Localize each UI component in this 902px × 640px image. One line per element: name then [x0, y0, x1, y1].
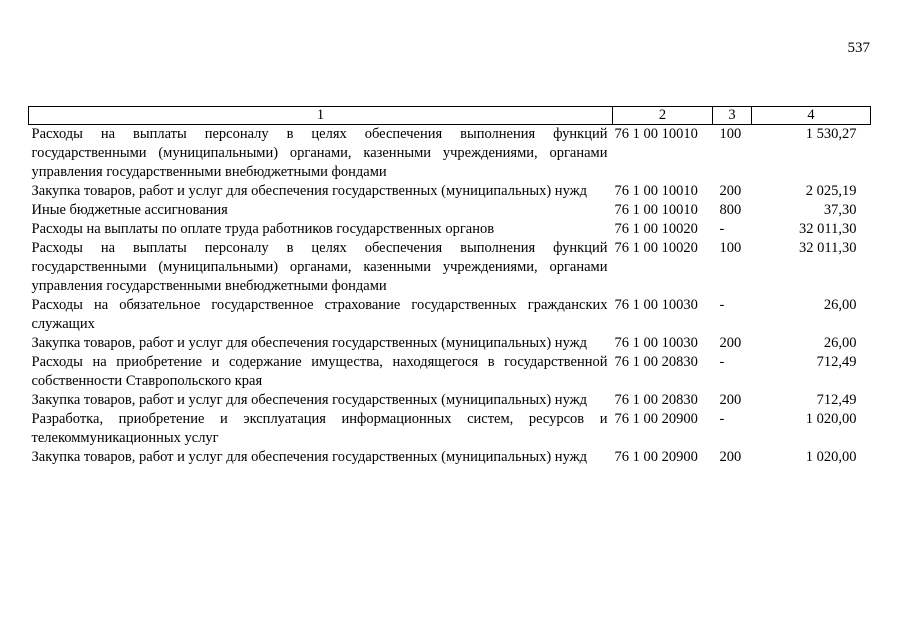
row-code: 76 1 00 10030 [614, 335, 698, 351]
row-amount: 37,30 [823, 202, 857, 218]
row-amount: 2 025,19 [805, 183, 857, 199]
row-type: 100 [719, 240, 742, 256]
row-amount: 712,49 [816, 392, 857, 408]
table-row [29, 334, 871, 353]
row-type: 200 [719, 392, 742, 408]
row-type: 800 [719, 202, 742, 218]
row-name: Расходы на выплаты персоналу в целях обеспечения выполнения функций государственными (муниципальными) органами, казенными учреждениями, органами управления государственными внебюджетными фондами [31, 126, 608, 180]
row-type: 100 [719, 126, 742, 142]
table-row [29, 353, 871, 391]
budget-table [28, 106, 871, 467]
header-col-1: 1 [29, 107, 613, 125]
table-row [29, 182, 871, 201]
row-code: 76 1 00 10010 [614, 183, 698, 199]
table-row [29, 410, 871, 448]
table-row [29, 125, 871, 183]
row-type: - [719, 411, 725, 427]
row-name: Иные бюджетные ассигнования [31, 202, 228, 218]
row-code: 76 1 00 10030 [614, 297, 698, 313]
row-name: Закупка товаров, работ и услуг для обеспечения государственных (муниципальных) нужд [31, 183, 588, 199]
row-amount: 712,49 [816, 354, 857, 370]
row-code: 76 1 00 20900 [614, 411, 698, 427]
row-name: Расходы на приобретение и содержание имущества, находящегося в государственной собственности Ставропольского края [31, 354, 608, 389]
row-amount: 26,00 [823, 297, 857, 313]
row-code: 76 1 00 10010 [614, 202, 698, 218]
table-row [29, 239, 871, 296]
page-number: 537 [847, 40, 870, 56]
row-name: Закупка товаров, работ и услуг для обеспечения государственных (муниципальных) нужд [31, 392, 588, 408]
row-amount: 1 020,00 [805, 449, 857, 465]
row-name: Расходы на выплаты персоналу в целях обеспечения выполнения функций государственными (муниципальными) органами, казенными учреждениями, органами управления государственными внебюджетными фондами [31, 240, 608, 294]
row-type: 200 [719, 183, 742, 199]
row-amount: 32 011,30 [799, 221, 857, 237]
table-row [29, 391, 871, 410]
table-row [29, 448, 871, 467]
row-type: - [719, 297, 725, 313]
row-type: - [719, 354, 725, 370]
row-code: 76 1 00 10020 [614, 221, 698, 237]
header-row [29, 107, 871, 125]
row-name: Расходы на обязательное государственное страхование государственных гражданских служащих [31, 297, 608, 332]
header-col-4: 4 [752, 107, 871, 125]
row-type: 200 [719, 335, 742, 351]
table-row [29, 220, 871, 239]
row-amount: 26,00 [823, 335, 857, 351]
row-amount: 1 020,00 [805, 411, 857, 427]
row-name: Закупка товаров, работ и услуг для обеспечения государственных (муниципальных) нужд [31, 449, 588, 465]
row-type: 200 [719, 449, 742, 465]
row-amount: 1 530,27 [805, 126, 857, 142]
row-amount: 32 011,30 [799, 240, 857, 256]
header-col-3: 3 [713, 107, 752, 125]
header-col-2: 2 [613, 107, 713, 125]
table-row [29, 201, 871, 220]
row-code: 76 1 00 10020 [614, 240, 698, 256]
row-name: Закупка товаров, работ и услуг для обеспечения государственных (муниципальных) нужд [31, 335, 588, 351]
row-code: 76 1 00 10010 [614, 126, 698, 142]
row-code: 76 1 00 20830 [614, 392, 698, 408]
row-name: Разработка, приобретение и эксплуатация информационных систем, ресурсов и телекоммуникационных услуг [31, 411, 608, 446]
table-row [29, 296, 871, 334]
row-code: 76 1 00 20900 [614, 449, 698, 465]
row-code: 76 1 00 20830 [614, 354, 698, 370]
row-type: - [719, 221, 725, 237]
row-name: Расходы на выплаты по оплате труда работников государственных органов [31, 221, 495, 237]
